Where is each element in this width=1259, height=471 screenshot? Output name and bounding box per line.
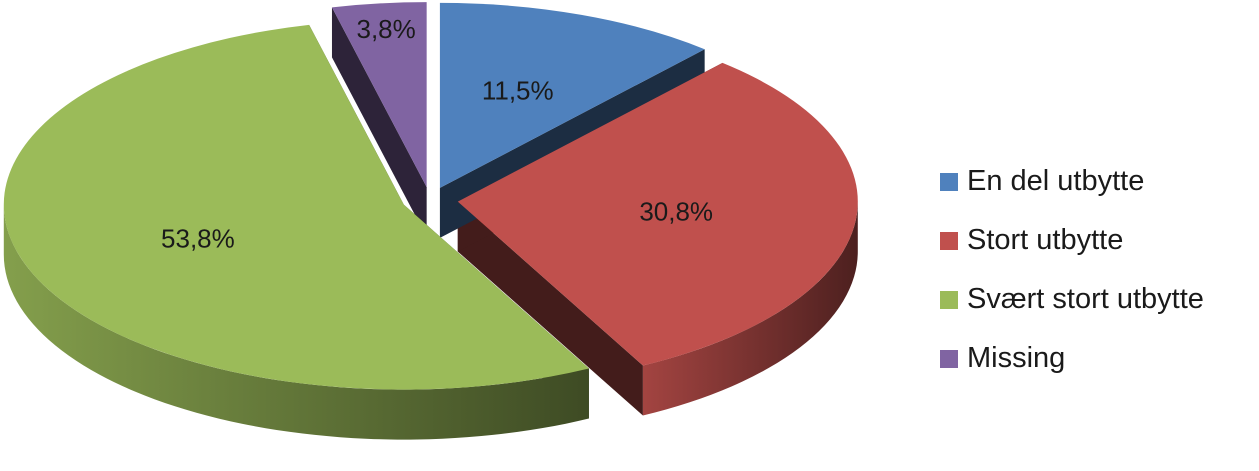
pie-slices [4,2,858,389]
legend-item [940,270,1250,329]
legend-swatch [940,350,958,368]
slice-data-label: 11,5% [481,75,554,106]
legend-swatch [940,291,958,309]
legend-label: En del utbytte [967,165,1145,197]
legend-label: Missing [967,342,1066,374]
slice-data-label: 3,8% [356,13,416,44]
legend-item [940,329,1250,388]
legend-item [940,152,1250,211]
legend-label: Stort utbytte [967,224,1124,256]
slice-data-label: 30,8% [639,196,714,227]
legend-label: Svært stort utbytte [967,283,1204,315]
legend-swatch [940,232,958,250]
slice-data-label: 53,8% [161,223,235,254]
legend-swatch [940,173,958,191]
legend [940,152,1250,388]
legend-item [940,211,1250,270]
